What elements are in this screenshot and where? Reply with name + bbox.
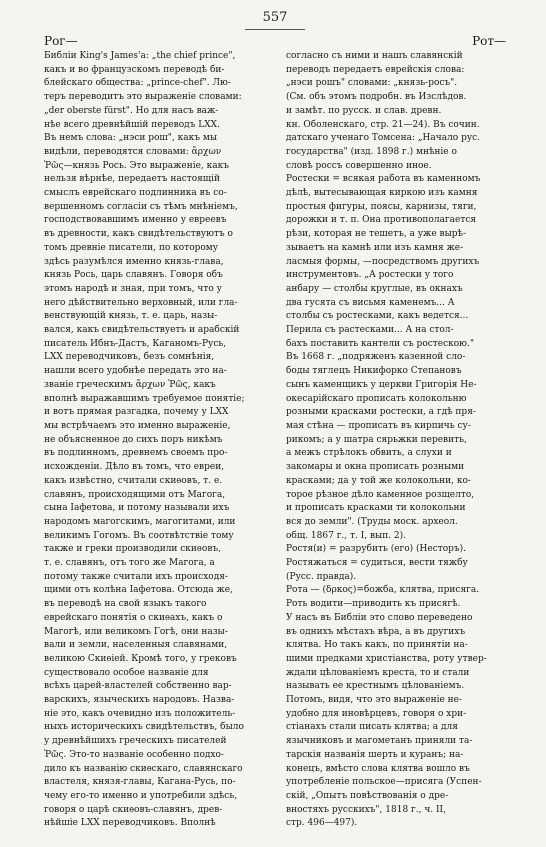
text-line: и вотъ прямая разгадка, почему у LXX [44, 407, 229, 418]
text-line: государства" (изд. 1898 г.) мнѣніе о [286, 146, 457, 157]
text-line: зываетъ на камнѣ или изъ камня же- [286, 242, 464, 253]
text-line: Рота — (δρκος)=божба, клятва, присяга. [286, 585, 480, 596]
text-line: рикомъ; а у шатра сярьжки перевить, [286, 434, 467, 445]
text-line: торое рѣзное дѣло каменное розщелто, [286, 489, 475, 500]
text-line: ніе это, какъ очевидно изъ положитель- [44, 708, 236, 719]
text-line: скій, „Опытъ повѣствованія о дре- [286, 790, 449, 801]
text-line: Въ 1668 г. „подряженъ казенной сло- [286, 352, 466, 363]
right-catchword: Рот— [472, 34, 506, 48]
text-line: всѣхъ царей-властелей собственно вар- [44, 681, 232, 692]
text-line: стр. 496—497). [286, 818, 358, 829]
text-line: исхожденіи. Дѣло въ томъ, что евреи, [44, 462, 225, 473]
text-line: какъ и во французскомъ переводѣ би- [44, 64, 225, 75]
text-line: вершенномъ согласіи съ тѣмъ мнѣніемъ, [44, 201, 238, 212]
text-line: т. е. славянъ, отъ того же Магога, а [44, 558, 215, 569]
text-line: Ῥῶς—князь Рось. Это выраженіе, какъ [44, 160, 229, 171]
text-line: тарскія названія шерть и куранъ; на- [286, 749, 464, 760]
text-line: инструментовъ. „А ростески у того [286, 270, 454, 281]
text-line: бахъ поставить кантели съ ростескою." [286, 338, 474, 349]
text-line: и замѣт. по русск. и слав. древн. [286, 105, 442, 116]
text-line: народомъ магогскимъ, магогитами, или [44, 516, 236, 527]
text-line: „der oberste fürst". Но для насъ важ- [44, 105, 219, 116]
text-line: щими отъ колѣна Іафетова. Отсюда же, [44, 585, 233, 596]
text-line: Потомъ, видя, что это выраженіе не- [286, 695, 463, 706]
text-line: званіе греческимъ ἄρχων Ῥῶς, какъ [44, 379, 216, 390]
text-line: ласмыя формы, —посредствомъ другихъ [286, 256, 480, 267]
text-line: удобно для иновѣрцевъ, говоря о хри- [286, 708, 467, 719]
header-rule [245, 29, 305, 30]
text-line: нѣе всего древнѣйшій переводъ LXX. [44, 119, 220, 130]
text-line: существовало особое названіе для [44, 667, 209, 678]
text-line: столбы съ ростесками, какъ ведется... [286, 311, 469, 322]
text-line: переводъ передаетъ еврейскія слова: [286, 64, 465, 75]
text-line: мая стѣна — прописать въ кирпичь су- [286, 420, 471, 431]
text-line: ныхъ историческихъ свидѣтельствъ, было [44, 722, 244, 733]
text-line: Ростяжаться = судиться, вести тяжбу [286, 558, 468, 569]
text-line: красками; да у той же колокольни, ко- [286, 475, 471, 486]
text-line: словѣ россъ совершенно иное. [286, 160, 432, 171]
text-line: клятва. Но такъ какъ, по принятіи на- [286, 640, 468, 651]
text-line: великою Скиѳіей. Кромѣ того, у грековъ [44, 653, 237, 664]
text-line: стіанахъ стали писать клятва; а для [286, 722, 458, 733]
text-line: вся до земли". (Труды моск. археол. [286, 516, 458, 527]
text-line: окесарійскаго прописать колокольню [286, 393, 467, 404]
text-line: въ переводѣ на свой языкъ такого [44, 599, 207, 610]
text-line: здѣсь разумѣлся именно князь-глава, [44, 256, 224, 267]
text-line: боды тяглецъ Никифорко Степановъ [286, 366, 462, 377]
text-line: общ. 1867 г., т. I, вып. 2). [286, 530, 407, 541]
text-line: видѣли, переводятся словами: ἄρχων [44, 146, 222, 157]
text-line: употребленіе польское—присяга (Успен- [286, 777, 482, 788]
text-line: простыя фигуры, поясы, карнизы, тяги, [286, 201, 477, 212]
text-line: „нэси рошъ" словами: „князь-росъ". [286, 78, 458, 89]
left-column [44, 50, 264, 831]
text-line: теръ переводитъ это выраженіе словами: [44, 92, 242, 103]
text-line: Въ немъ слова: „нэси рош", какъ мы [44, 133, 217, 144]
text-line: (Русс. правда). [286, 571, 357, 582]
text-line: У насъ въ Библіи это слово переведено [286, 612, 473, 623]
page-header [44, 10, 506, 52]
text-line: Роть водити—приводить къ присягѣ. [286, 599, 461, 610]
text-line: него дѣйствительно верховный, или гла- [44, 297, 238, 308]
text-line: а межъ стрѣлокъ обвить, а слухи и [286, 448, 452, 459]
text-line: блейскаго общества: „prince-chef". Лю- [44, 78, 231, 89]
text-line: Ростески = всякая работа въ каменномъ [286, 174, 481, 185]
text-line: согласно съ ними и нашъ славянскій [286, 51, 463, 61]
text-line: вполнѣ выражавшимъ требуемое понятіе; [44, 393, 245, 404]
text-line: писатель Ибнъ-Дастъ, Каганомъ-Русь, [44, 338, 227, 349]
text-line: въ древности, какъ свидѣтельствуютъ о [44, 229, 233, 240]
text-line: нашли всего удобнѣе передать это на- [44, 366, 227, 377]
right-column [286, 50, 506, 831]
text-line: нѣйшіе LXX переводчиковъ. Вполнѣ [44, 818, 216, 829]
text-line: славянъ, происходящими отъ Магога, [44, 489, 226, 500]
text-line: LXX переводчиковъ, безъ сомнѣнія, [44, 352, 215, 363]
text-line: и прописать красками ти колокольни [286, 503, 466, 514]
text-line: Ῥῶς. Это-то названіе особенно подхо- [44, 749, 224, 760]
text-line: великимъ Гогомъ. Въ соотвѣтствіе тому [44, 530, 234, 541]
text-line: конецъ, вмѣсто слова клятва вошло въ [286, 763, 470, 774]
text-line: господствовавшимъ именно у евреевъ [44, 215, 227, 226]
text-line: называть ее крестнымъ цѣлованіемъ. [286, 681, 465, 692]
text-line: томъ древніе писатели, по которому [44, 242, 219, 253]
text-line: чему его-то именно и употребили здѣсь, [44, 790, 238, 801]
text-line: датскаго ученаго Томсена: „Начало рус. [286, 133, 481, 144]
text-line: Перила съ растесками... А на стол- [286, 325, 454, 336]
text-line: вностяхъ русскихъ", 1818 г., ч. II, [286, 804, 446, 815]
text-line: анбару — столбы круглые, въ окнахъ [286, 283, 463, 294]
text-line: дорожки и т. п. Она противополагается [286, 215, 477, 226]
text-line: властеля, князя-главы, Кагана-Русь, по- [44, 777, 236, 788]
text-line: говоря о царѣ скиѳовъ-славянъ, древ- [44, 804, 223, 815]
text-line: этомъ народѣ и зная, при томъ, что у [44, 283, 222, 294]
text-line: вали и земли, населенныя славянами, [44, 640, 228, 651]
text-line: не объясненное до сихъ поръ никѣмъ [44, 434, 223, 445]
text-line: язычниковъ и магометанъ приняли та- [286, 736, 473, 747]
text-line: мы встрѣчаемъ это именно выраженіе, [44, 420, 231, 431]
text-line: у древнѣйшихъ греческихъ писателей [44, 736, 227, 747]
page-number: 557 [262, 10, 288, 25]
text-line: варскихъ, языческихъ народовъ. Назва- [44, 695, 235, 706]
text-line: розными красками ростески, а гдѣ пря- [286, 407, 476, 418]
text-line: потому также считали ихъ происходя- [44, 571, 228, 582]
text-line: сынъ каменщикъ у церкви Григорія Не- [286, 379, 477, 390]
text-line: Магогѣ, или великомъ Гогѣ, они назы- [44, 626, 228, 637]
text-line: Ростя(и) = разрубить (его) (Несторъ). [286, 544, 467, 555]
text-line: венствующій князь, т. е. царь, назы- [44, 311, 218, 322]
text-line: князь Рось, царь славянъ. Говоря объ [44, 270, 223, 281]
text-line: кн. Оболенскаго, стр. 21—24). Въ сочин. [286, 119, 480, 130]
text-line: два гусята съ висьмя каменемъ... А [286, 297, 455, 308]
text-line: въ подлинномъ, древнемъ своемъ про- [44, 448, 228, 459]
text-line: въ однихъ мѣстахъ вѣра, а въ другихъ [286, 626, 466, 637]
text-line: закомары и окна прописать розными [286, 462, 465, 473]
text-line: вался, какъ свидѣтельствуетъ и арабскій [44, 325, 240, 336]
text-line: сына Іафетова, и потому называли ихъ [44, 503, 230, 514]
text-line: смыслъ еврейскаго подлинника въ со- [44, 188, 227, 199]
text-line: нельзя вѣрнѣе, передаетъ настоящій [44, 174, 221, 185]
text-line: (См. объ этомъ подробн. въ Изслѣдов. [286, 92, 467, 103]
left-catchword: Рог— [44, 34, 78, 48]
text-line: ждали цѣлованіемъ креста, то и стали [286, 667, 470, 678]
text-line: также и греки производили скиѳовъ, [44, 544, 221, 555]
text-line: дило къ названію скиѳскаго, славянскаго [44, 763, 243, 774]
text-line: рѣзи, которая не тешетъ, а уже вырѣ- [286, 229, 466, 240]
text-line: какъ извѣстно, считали скиѳовъ, т. е. [44, 475, 223, 486]
text-line: Библіи King's James'a: „the chief prince", [44, 51, 236, 61]
text-line: еврейскаго понятія о скиѳахъ, какъ о [44, 612, 223, 623]
text-line: шими предками христіанства, роту утвер- [286, 653, 487, 664]
text-line: дѣлѣ, вытесывающая киркою изъ камня [286, 188, 478, 199]
